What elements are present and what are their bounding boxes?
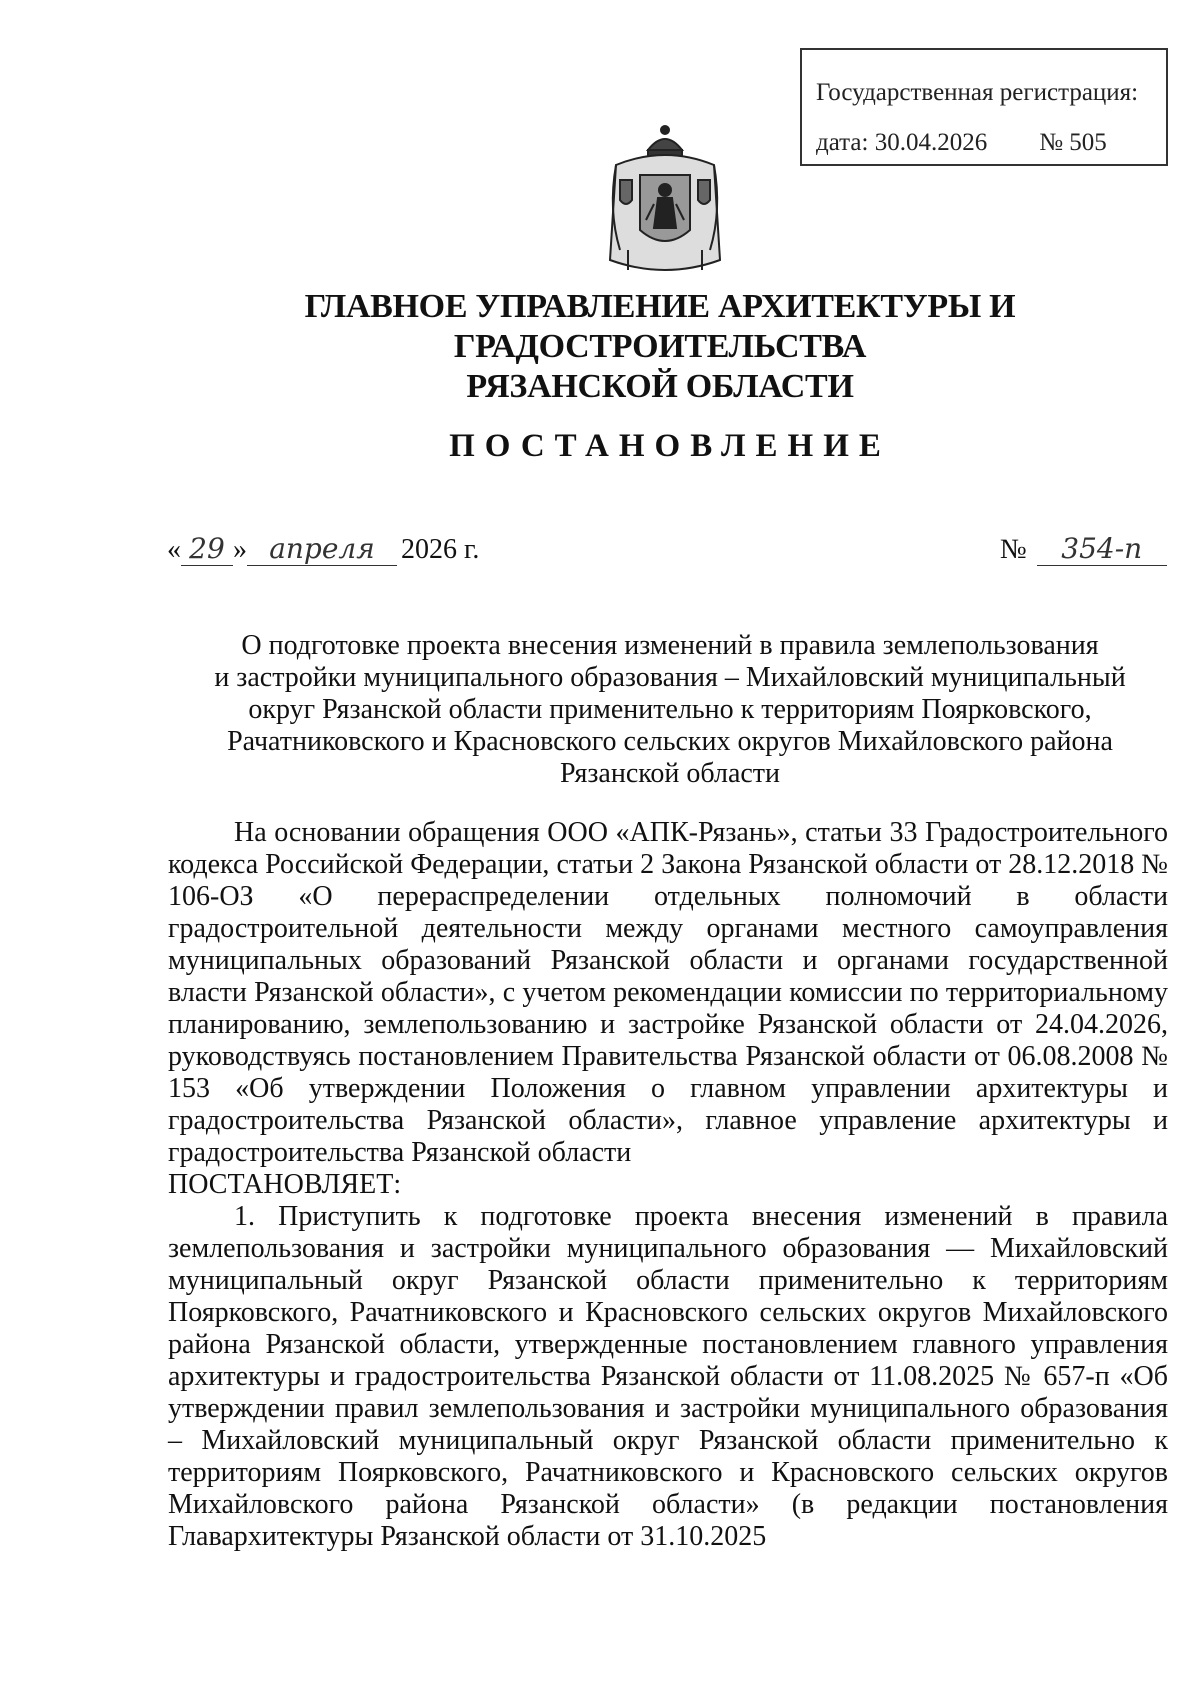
document-subject bbox=[170, 630, 1170, 790]
item-1-paragraph: 1. Приступить к подготовке проекта внесения изменений в правила землепользования и застройки муниципального образования — Михайловский муниципальный округ Рязанской области применительно к территориям Поярковского, Рачатниковского и Красновского сельских округов Михайловского района Рязанской области, утвержденные постановлением главного управления архитектуры и градостроительства Рязанской области от 11.08.2025 № 657-п «Об утверждении правил землепользования и застройки муниципального образования – Михайловский муниципальный округ Рязанской области применительно к территориям Поярковского, Рачатниковского и Красновского сельских округов Михайловского района Рязанской области» (в редакции постановления Главархитектуры Рязанской области от 31.10.2025 bbox=[168, 1201, 1168, 1552]
document-number bbox=[1000, 532, 1167, 566]
document-body bbox=[168, 817, 1168, 1553]
organization-line-2: РЯЗАНСКОЙ ОБЛАСТИ bbox=[466, 368, 854, 405]
subject-line-3: округ Рязанской области применительно к территориям Поярковского, bbox=[248, 694, 1092, 725]
date-year: 2026 г. bbox=[401, 534, 480, 565]
organization-header bbox=[150, 287, 1170, 407]
number-handwritten: 354-п bbox=[1037, 532, 1167, 566]
subject-line-5: Рязанской области bbox=[559, 758, 781, 789]
organization-line-1: ГЛАВНОЕ УПРАВЛЕНИЕ АРХИТЕКТУРЫ И ГРАДОСТРОИТЕЛЬСТВА bbox=[304, 288, 1016, 365]
state-registration-box bbox=[800, 48, 1168, 166]
date-day-handwritten: 29 bbox=[181, 532, 233, 566]
resolves-verb: ПОСТАНОВЛЯЕТ: bbox=[168, 1169, 402, 1200]
subject-line-2: и застройки муниципального образования – Михайловский муниципальный bbox=[214, 662, 1126, 693]
preamble-paragraph bbox=[168, 817, 1168, 1201]
registration-date: дата: 30.04.2026 bbox=[816, 129, 988, 156]
registration-title: Государственная регистрация: bbox=[816, 79, 1139, 106]
subject-line-1: О подготовке проекта внесения изменений в правила землепользования bbox=[241, 630, 1099, 661]
document-date bbox=[167, 532, 479, 566]
ryazan-coat-of-arms-icon bbox=[598, 120, 732, 280]
number-prefix: № bbox=[1000, 534, 1027, 565]
date-open-quote: « bbox=[167, 534, 181, 565]
preamble-text: На основании обращения ООО «АПК-Рязань», статьи 33 Градостроительного кодекса Российской Федерации, статьи 2 Закона Рязанской области от 28.12.2018 № 106-ОЗ «О перераспределении отдельных полномочий в области градостроительной деятельности между органами местного самоуправления муниципальных образований Рязанской области и органами государственной власти Рязанской области», с учетом рекомендации комиссии по территориальному планированию, землепользованию и застройке Рязанской области от 24.04.2026, руководствуясь постановлением Правительства Рязанской области от 06.08.2008 № 153 «Об утверждении Положения о главном управлении архитектуры и градостроительства Рязанской области», главное управление архитектуры и градостроительства Рязанской области bbox=[168, 817, 1168, 1168]
date-month-handwritten: апреля bbox=[247, 532, 397, 566]
registration-number: № 505 bbox=[1039, 129, 1107, 156]
date-close-quote: » bbox=[233, 534, 247, 565]
document-type-title: ПОСТАНОВЛЕНИЕ bbox=[449, 428, 891, 464]
subject-line-4: Рачатниковского и Красновского сельских округов Михайловского района bbox=[227, 726, 1113, 757]
